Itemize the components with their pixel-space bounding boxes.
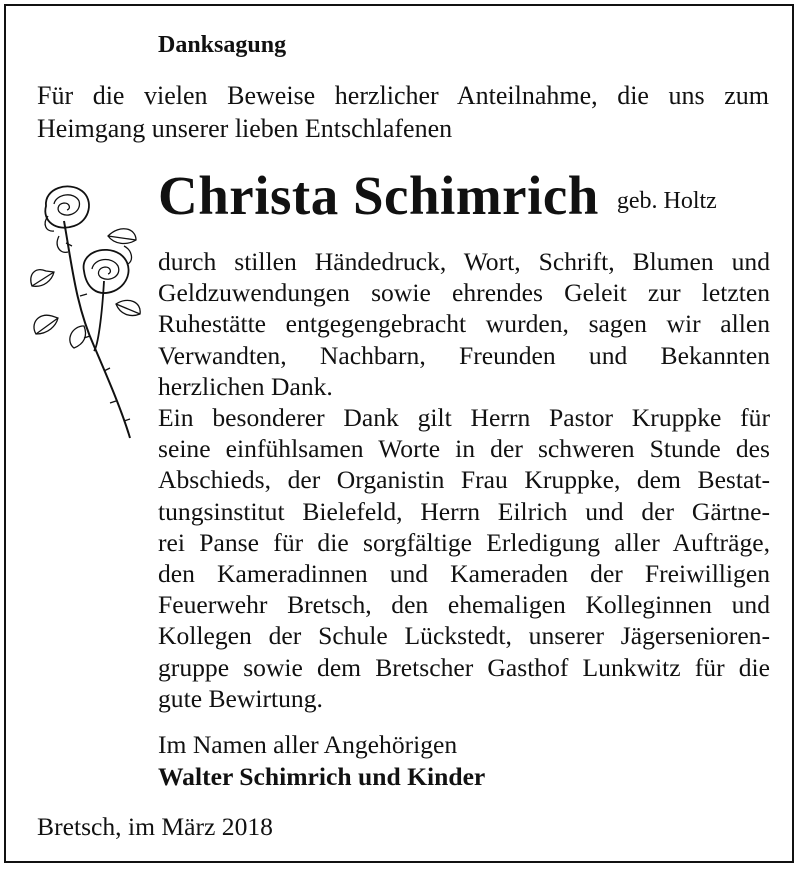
body-line: Feuerwehr Bretsch, den ehemaligen Kolleginnen und: [158, 590, 770, 620]
birth-name: geb. Holtz: [616, 188, 717, 214]
intro-text: [37, 79, 769, 145]
signoff: [158, 729, 485, 793]
obituary-notice: [4, 4, 794, 863]
notice-heading: Danksagung: [158, 32, 287, 58]
body-line: herzlichen Dank.: [158, 371, 333, 401]
body-text: [158, 246, 770, 714]
body-line: Ruhestätte entgegengebracht wurden, sagen wir allen: [158, 309, 770, 339]
body-line: Verwandten, Nachbarn, Freunden und Bekannten: [158, 340, 770, 370]
intro-line: Für die vielen Beweise herzlicher Anteilnahme, die uns zum: [37, 81, 769, 110]
body-line: rei Panse für die sorgfältige Erledigung aller Aufträge,: [158, 527, 770, 557]
body-line: Geldzuwendungen sowie ehrendes Geleit zur letzten: [158, 278, 770, 308]
signoff-line: Im Namen aller Angehörigen: [158, 730, 458, 759]
place-date: Bretsch, im März 2018: [37, 812, 273, 841]
body-line: den Kameradinnen und Kameraden der Freiwilligen: [158, 559, 770, 589]
body-line: tungsinstitut Bielefeld, Herrn Eilrich und der Gärtne-: [158, 496, 770, 526]
body-line: Ein besonderer Dank gilt Herrn Pastor Kruppke für: [158, 403, 770, 433]
body-line: durch stillen Händedruck, Wort, Schrift, Blumen und: [158, 247, 770, 276]
intro-line: Heimgang unserer lieben Entschlafenen: [37, 114, 453, 143]
body-line: Abschieds, der Organistin Frau Kruppke, dem Bestat-: [158, 465, 770, 495]
body-line: gute Bewirtung.: [158, 683, 323, 713]
rose-icon: [24, 176, 149, 446]
body-line: gruppe sowie dem Bretscher Gasthof Lunkwitz für die: [158, 652, 770, 682]
deceased-name-row: [158, 164, 717, 227]
deceased-name: Christa Schimrich: [158, 165, 599, 226]
signer-name: Walter Schimrich und Kinder: [158, 762, 486, 791]
body-line: seine einfühlsamen Worte in der schweren Stunde des: [158, 434, 770, 464]
body-line: Kollegen der Schule Lückstedt, unserer Jägersenioren-: [158, 621, 770, 651]
